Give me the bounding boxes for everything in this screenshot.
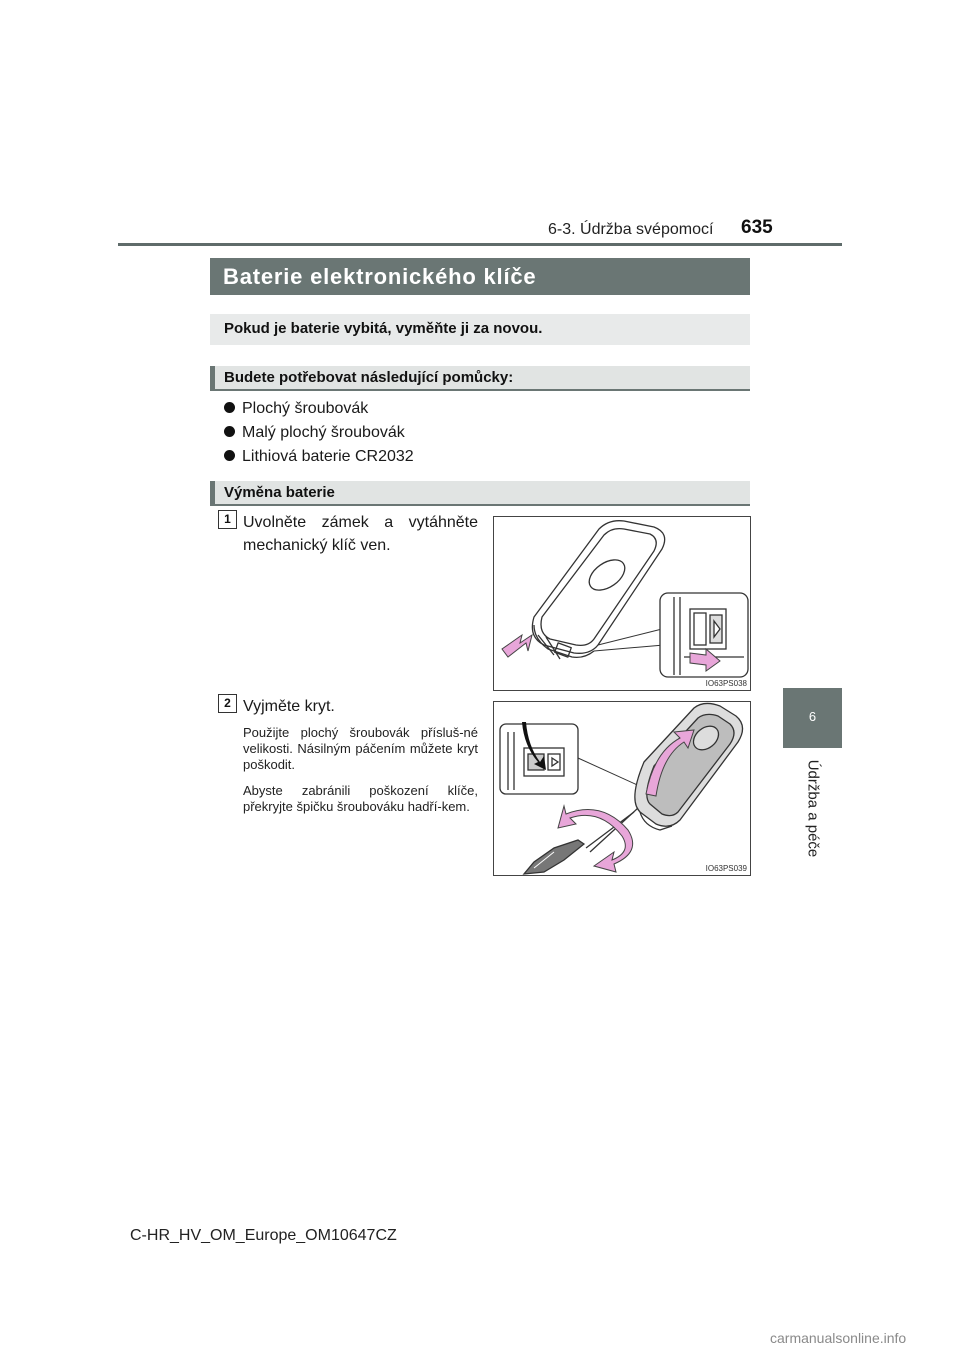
replacement-heading-bar bbox=[210, 481, 750, 506]
chapter-label: Údržba a péče bbox=[804, 759, 822, 858]
page-number: 635 bbox=[741, 217, 773, 238]
tool-item-label: Plochý šroubovák bbox=[242, 400, 369, 417]
cover-removal-illustration bbox=[494, 702, 750, 875]
bullet-icon bbox=[224, 402, 235, 413]
tool-item-label: Malý plochý šroubovák bbox=[242, 424, 405, 441]
figure-code: IO63PS039 bbox=[705, 864, 747, 873]
chapter-number: 6 bbox=[808, 709, 817, 724]
section-title: Baterie elektronického klíče bbox=[223, 264, 537, 289]
step-number-box: 2 bbox=[218, 694, 237, 713]
step-2-note: Použijte plochý šroubovák přísluš-né velikosti. Násilným páčením můžete kryt poškodit. bbox=[243, 725, 478, 772]
bullet-icon bbox=[224, 450, 235, 461]
footer-document-id: C-HR_HV_OM_Europe_OM10647CZ bbox=[130, 1227, 397, 1244]
step-2-note: Abyste zabránili poškození klíče, překryjte špičku šroubováku hadří-kem. bbox=[243, 783, 478, 814]
bullet-icon bbox=[224, 426, 235, 437]
header-rule bbox=[118, 243, 842, 246]
running-header-section: 6-3. Údržba svépomocí bbox=[548, 221, 714, 238]
tools-heading: Budete potřebovat následující pomůcky: bbox=[224, 369, 514, 386]
section-title-bar bbox=[210, 258, 750, 295]
heading-marker bbox=[210, 366, 215, 391]
intro-text: Pokud je baterie vybitá, vyměňte ji za novou. bbox=[224, 320, 543, 337]
figure-code: IO63PS038 bbox=[705, 679, 747, 688]
intro-box bbox=[210, 314, 750, 345]
chapter-tab bbox=[783, 688, 842, 748]
step-2-text: Vyjměte kryt. bbox=[243, 698, 335, 715]
figure-remove-cover bbox=[493, 701, 751, 876]
step-1-text: Uvolněte zámek a vytáhněte mechanický klíč ven. bbox=[243, 514, 478, 554]
tool-item bbox=[224, 424, 405, 442]
key-fob-illustration bbox=[494, 517, 750, 690]
step-number-box: 1 bbox=[218, 510, 237, 529]
tool-item bbox=[224, 400, 368, 418]
tools-heading-bar bbox=[210, 366, 750, 391]
footer-watermark[interactable]: carmanualsonline.info bbox=[770, 1330, 907, 1346]
tool-item bbox=[224, 448, 414, 466]
tool-item-label: Lithiová baterie CR2032 bbox=[242, 448, 414, 465]
figure-unlock-key bbox=[493, 516, 751, 691]
heading-marker bbox=[210, 481, 215, 506]
replacement-heading: Výměna baterie bbox=[224, 484, 335, 501]
